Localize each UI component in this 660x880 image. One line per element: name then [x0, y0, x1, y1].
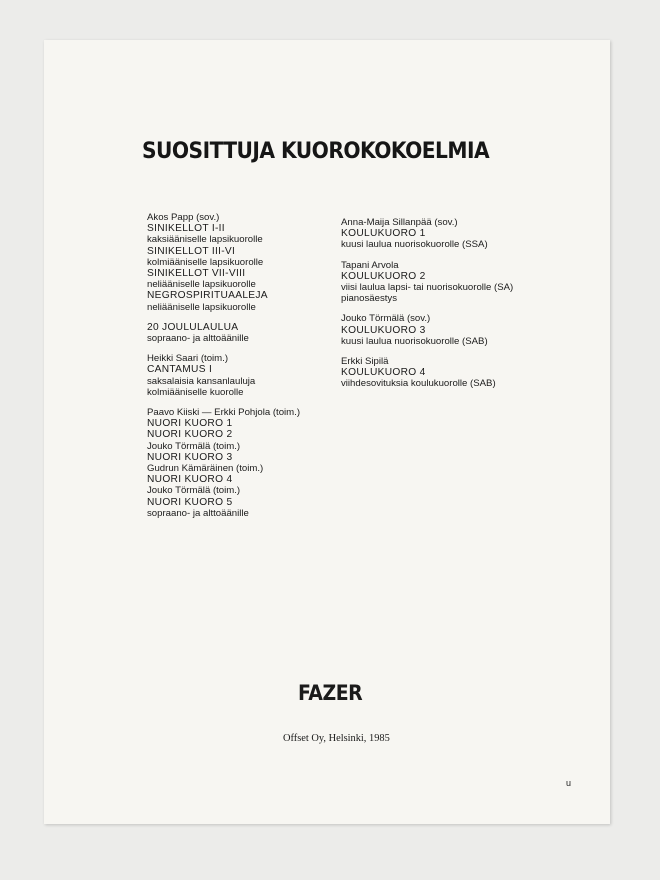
- entry-title: NEGROSPIRITUAALEJA: [147, 290, 268, 302]
- corner-mark: u: [566, 778, 572, 788]
- collection-entry: [341, 313, 571, 347]
- entry-title: NUORI KUORO 4: [147, 474, 233, 486]
- entry-desc: saksalaisia kansanlauluja: [147, 375, 256, 387]
- entry-title: NUORI KUORO 5: [147, 496, 233, 508]
- entry-desc: kaksiääniselle lapsikuorolle: [147, 234, 263, 246]
- entry-desc: kuusi laulua nuorisokuorolle (SAB): [341, 335, 488, 347]
- entry-author: Anna-Maija Sillanpää (sov.): [341, 217, 458, 228]
- page-title: SUOSITTUJA KUOROKOKOELMIA: [142, 139, 490, 164]
- page-sheet: [44, 40, 610, 824]
- entry-author: Gudrun Kämäräinen (toim.): [147, 463, 264, 475]
- entry-title: 20 JOULULAULUA: [147, 321, 239, 333]
- entry-title: KOULUKUORO 2: [341, 270, 426, 282]
- collection-entry: [341, 217, 571, 251]
- collection-entry: [341, 260, 571, 305]
- entry-title: SINIKELLOT III-VI: [147, 245, 236, 257]
- collection-entry: [147, 407, 377, 519]
- entry-author: Jouko Törmälä (toim.): [147, 485, 241, 497]
- entry-author: Paavo Kiiski — Erkki Pohjola (toim.): [147, 407, 301, 419]
- entry-title: KOULUKUORO 4: [341, 367, 426, 379]
- entry-desc: viisi laulua lapsi- tai nuorisokuorolle (SA): [341, 282, 514, 294]
- entry-title: SINIKELLOT VII-VIII: [147, 268, 246, 280]
- entry-title: SINIKELLOT I-II: [147, 223, 225, 235]
- entry-desc: kolmiääniselle kuorolle: [147, 386, 244, 398]
- imprint-line: Offset Oy, Helsinki, 1985: [283, 733, 390, 744]
- entry-desc: kuusi laulua nuorisokuorolle (SSA): [341, 239, 488, 251]
- entry-author: Jouko Törmälä (toim.): [147, 440, 241, 452]
- entry-author: Jouko Törmälä (sov.): [341, 313, 431, 325]
- entry-title: KOULUKUORO 1: [341, 228, 426, 240]
- entry-desc: sopraano- ja alttoäänille: [147, 507, 249, 519]
- entry-title: NUORI KUORO 1: [147, 418, 233, 430]
- publisher-logo: FAZER: [298, 681, 363, 705]
- entry-desc: neliääniselle lapsikuorolle: [147, 279, 256, 291]
- entry-desc: kolmiääniselle lapsikuorolle: [147, 256, 264, 268]
- entry-author: Tapani Arvola: [341, 259, 399, 271]
- entry-author: Heikki Saari (toim.): [147, 353, 229, 365]
- entry-author: Akos Papp (sov.): [147, 212, 220, 223]
- entry-desc: viihdesovituksia koulukuorolle (SAB): [341, 378, 496, 390]
- entry-author: Erkki Sipilä: [341, 356, 389, 368]
- entry-title: KOULUKUORO 3: [341, 324, 426, 336]
- entry-title: CANTAMUS I: [147, 364, 213, 376]
- entry-desc: neliääniselle lapsikuorolle: [147, 301, 256, 313]
- collection-entry: [341, 356, 571, 390]
- right-column: [341, 217, 571, 399]
- entry-desc: sopraano- ja alttoäänille: [147, 333, 249, 345]
- entry-title: NUORI KUORO 3: [147, 451, 233, 463]
- entry-title: NUORI KUORO 2: [147, 429, 233, 441]
- entry-desc: pianosäestys: [341, 293, 397, 305]
